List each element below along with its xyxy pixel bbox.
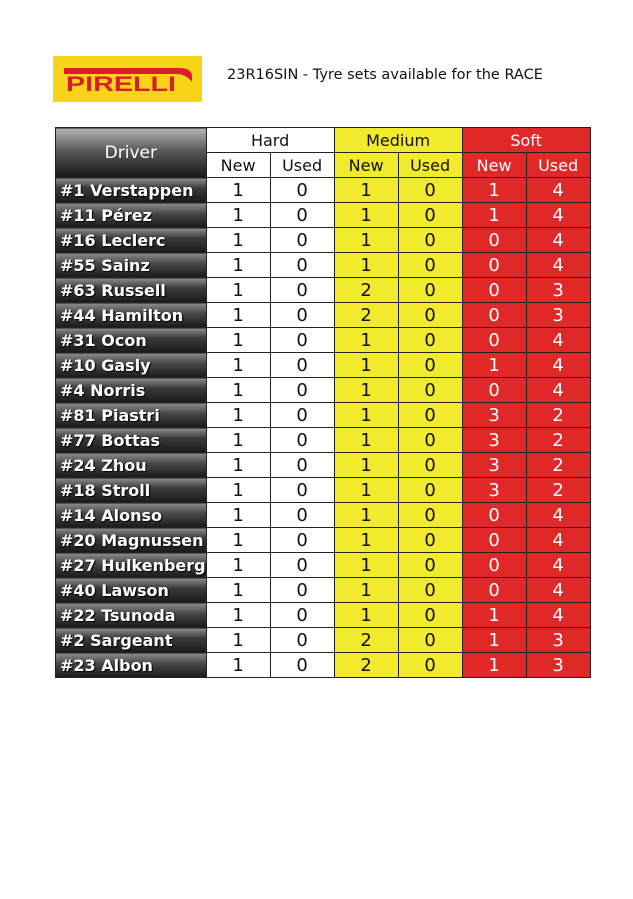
medium-used-cell: 0 (398, 378, 462, 403)
hard-used-cell: 0 (270, 453, 334, 478)
soft-new-cell: 0 (462, 328, 526, 353)
soft-new-cell: 0 (462, 553, 526, 578)
medium-new-cell: 1 (334, 578, 398, 603)
driver-name: #10 Gasly (56, 353, 207, 378)
soft-used-cell: 4 (526, 578, 590, 603)
soft-new-cell: 1 (462, 353, 526, 378)
medium-new-cell: 1 (334, 228, 398, 253)
soft-new-cell: 1 (462, 653, 526, 678)
medium-new-header: New (334, 153, 398, 178)
soft-new-header: New (462, 153, 526, 178)
hard-new-cell: 1 (206, 378, 270, 403)
medium-used-cell: 0 (398, 428, 462, 453)
medium-new-cell: 1 (334, 503, 398, 528)
hard-new-header: New (206, 153, 270, 178)
soft-new-cell: 0 (462, 228, 526, 253)
table-row (56, 353, 591, 378)
medium-new-cell: 2 (334, 303, 398, 328)
medium-header: Medium (334, 128, 462, 153)
hard-used-cell: 0 (270, 203, 334, 228)
driver-name: #24 Zhou (56, 453, 207, 478)
hard-header: Hard (206, 128, 334, 153)
hard-used-cell: 0 (270, 328, 334, 353)
table-row (56, 228, 591, 253)
soft-used-cell: 4 (526, 228, 590, 253)
soft-new-cell: 3 (462, 478, 526, 503)
driver-name: #81 Piastri (56, 403, 207, 428)
hard-used-cell: 0 (270, 353, 334, 378)
hard-used-cell: 0 (270, 478, 334, 503)
pirelli-wordmark-icon (62, 64, 194, 94)
driver-name: #63 Russell (56, 278, 207, 303)
driver-name: #40 Lawson (56, 578, 207, 603)
hard-new-cell: 1 (206, 428, 270, 453)
hard-new-cell: 1 (206, 328, 270, 353)
soft-used-cell: 4 (526, 353, 590, 378)
tyre-table (55, 127, 591, 678)
hard-used-cell: 0 (270, 503, 334, 528)
driver-name: #1 Verstappen (56, 178, 207, 203)
soft-new-cell: 0 (462, 278, 526, 303)
soft-used-cell: 4 (526, 603, 590, 628)
table-row (56, 453, 591, 478)
soft-used-cell: 4 (526, 328, 590, 353)
hard-new-cell: 1 (206, 453, 270, 478)
medium-used-cell: 0 (398, 303, 462, 328)
driver-name: #31 Ocon (56, 328, 207, 353)
hard-used-cell: 0 (270, 528, 334, 553)
driver-name: #27 Hulkenberg (56, 553, 207, 578)
table-row (56, 528, 591, 553)
hard-new-cell: 1 (206, 203, 270, 228)
driver-name: #18 Stroll (56, 478, 207, 503)
medium-new-cell: 1 (334, 253, 398, 278)
medium-used-cell: 0 (398, 278, 462, 303)
driver-name: #4 Norris (56, 378, 207, 403)
soft-used-cell: 3 (526, 278, 590, 303)
table-row (56, 278, 591, 303)
hard-new-cell: 1 (206, 478, 270, 503)
soft-new-cell: 0 (462, 503, 526, 528)
medium-used-cell: 0 (398, 353, 462, 378)
hard-used-cell: 0 (270, 403, 334, 428)
soft-used-cell: 2 (526, 453, 590, 478)
soft-new-cell: 3 (462, 453, 526, 478)
driver-name: #20 Magnussen (56, 528, 207, 553)
medium-new-cell: 1 (334, 403, 398, 428)
soft-new-cell: 3 (462, 428, 526, 453)
soft-new-cell: 0 (462, 578, 526, 603)
hard-used-cell: 0 (270, 428, 334, 453)
soft-used-cell: 3 (526, 303, 590, 328)
soft-used-cell: 4 (526, 178, 590, 203)
hard-new-cell: 1 (206, 403, 270, 428)
soft-new-cell: 1 (462, 628, 526, 653)
medium-used-cell: 0 (398, 603, 462, 628)
medium-new-cell: 1 (334, 528, 398, 553)
driver-name: #77 Bottas (56, 428, 207, 453)
medium-used-cell: 0 (398, 653, 462, 678)
medium-new-cell: 1 (334, 553, 398, 578)
driver-name: #14 Alonso (56, 503, 207, 528)
svg-text:PIRELLI: PIRELLI (65, 73, 176, 94)
table-row (56, 303, 591, 328)
soft-new-cell: 0 (462, 378, 526, 403)
medium-new-cell: 2 (334, 628, 398, 653)
hard-new-cell: 1 (206, 353, 270, 378)
medium-used-cell: 0 (398, 328, 462, 353)
hard-new-cell: 1 (206, 253, 270, 278)
table-row (56, 378, 591, 403)
table-row (56, 628, 591, 653)
medium-new-cell: 1 (334, 328, 398, 353)
soft-used-cell: 4 (526, 203, 590, 228)
soft-used-header: Used (526, 153, 590, 178)
table-row (56, 328, 591, 353)
medium-used-header: Used (398, 153, 462, 178)
medium-new-cell: 1 (334, 453, 398, 478)
soft-used-cell: 2 (526, 403, 590, 428)
medium-new-cell: 2 (334, 278, 398, 303)
hard-used-cell: 0 (270, 378, 334, 403)
hard-new-cell: 1 (206, 303, 270, 328)
hard-used-cell: 0 (270, 603, 334, 628)
soft-used-cell: 4 (526, 378, 590, 403)
driver-name: #22 Tsunoda (56, 603, 207, 628)
table-body (56, 178, 591, 678)
medium-new-cell: 1 (334, 603, 398, 628)
driver-name: #2 Sargeant (56, 628, 207, 653)
soft-used-cell: 3 (526, 628, 590, 653)
hard-new-cell: 1 (206, 178, 270, 203)
hard-new-cell: 1 (206, 653, 270, 678)
medium-used-cell: 0 (398, 253, 462, 278)
hard-used-cell: 0 (270, 553, 334, 578)
hard-used-cell: 0 (270, 278, 334, 303)
soft-new-cell: 1 (462, 603, 526, 628)
soft-used-cell: 3 (526, 653, 590, 678)
soft-used-cell: 4 (526, 528, 590, 553)
medium-new-cell: 1 (334, 353, 398, 378)
driver-name: #16 Leclerc (56, 228, 207, 253)
hard-new-cell: 1 (206, 278, 270, 303)
table-row (56, 553, 591, 578)
hard-used-cell: 0 (270, 303, 334, 328)
soft-new-cell: 0 (462, 303, 526, 328)
hard-new-cell: 1 (206, 628, 270, 653)
driver-name: #23 Albon (56, 653, 207, 678)
table-row (56, 253, 591, 278)
hard-new-cell: 1 (206, 528, 270, 553)
soft-used-cell: 2 (526, 478, 590, 503)
medium-used-cell: 0 (398, 528, 462, 553)
medium-used-cell: 0 (398, 578, 462, 603)
driver-header: Driver (56, 128, 207, 178)
medium-used-cell: 0 (398, 228, 462, 253)
driver-name: #55 Sainz (56, 253, 207, 278)
table-row (56, 203, 591, 228)
medium-used-cell: 0 (398, 503, 462, 528)
medium-new-cell: 1 (334, 203, 398, 228)
soft-header: Soft (462, 128, 590, 153)
table-row (56, 653, 591, 678)
table-row (56, 478, 591, 503)
table-row (56, 428, 591, 453)
table-row (56, 178, 591, 203)
soft-new-cell: 0 (462, 528, 526, 553)
hard-used-cell: 0 (270, 253, 334, 278)
hard-new-cell: 1 (206, 228, 270, 253)
medium-new-cell: 2 (334, 653, 398, 678)
soft-new-cell: 0 (462, 253, 526, 278)
driver-name: #11 Pérez (56, 203, 207, 228)
hard-new-cell: 1 (206, 603, 270, 628)
table-row (56, 603, 591, 628)
hard-used-cell: 0 (270, 228, 334, 253)
hard-new-cell: 1 (206, 503, 270, 528)
medium-used-cell: 0 (398, 478, 462, 503)
medium-used-cell: 0 (398, 453, 462, 478)
hard-used-cell: 0 (270, 178, 334, 203)
driver-name: #44 Hamilton (56, 303, 207, 328)
page-title: 23R16SIN - Tyre sets available for the RACE (227, 67, 543, 83)
soft-used-cell: 4 (526, 253, 590, 278)
table-row (56, 403, 591, 428)
soft-new-cell: 1 (462, 203, 526, 228)
medium-used-cell: 0 (398, 203, 462, 228)
medium-new-cell: 1 (334, 178, 398, 203)
soft-new-cell: 1 (462, 178, 526, 203)
medium-used-cell: 0 (398, 553, 462, 578)
soft-used-cell: 4 (526, 553, 590, 578)
medium-new-cell: 1 (334, 478, 398, 503)
hard-used-cell: 0 (270, 628, 334, 653)
hard-used-cell: 0 (270, 578, 334, 603)
medium-new-cell: 1 (334, 428, 398, 453)
soft-used-cell: 2 (526, 428, 590, 453)
medium-used-cell: 0 (398, 178, 462, 203)
table-row (56, 578, 591, 603)
medium-used-cell: 0 (398, 628, 462, 653)
soft-used-cell: 4 (526, 503, 590, 528)
hard-used-header: Used (270, 153, 334, 178)
hard-used-cell: 0 (270, 653, 334, 678)
medium-used-cell: 0 (398, 403, 462, 428)
hard-new-cell: 1 (206, 578, 270, 603)
table-row (56, 503, 591, 528)
soft-new-cell: 3 (462, 403, 526, 428)
pirelli-logo (53, 56, 202, 102)
medium-new-cell: 1 (334, 378, 398, 403)
hard-new-cell: 1 (206, 553, 270, 578)
